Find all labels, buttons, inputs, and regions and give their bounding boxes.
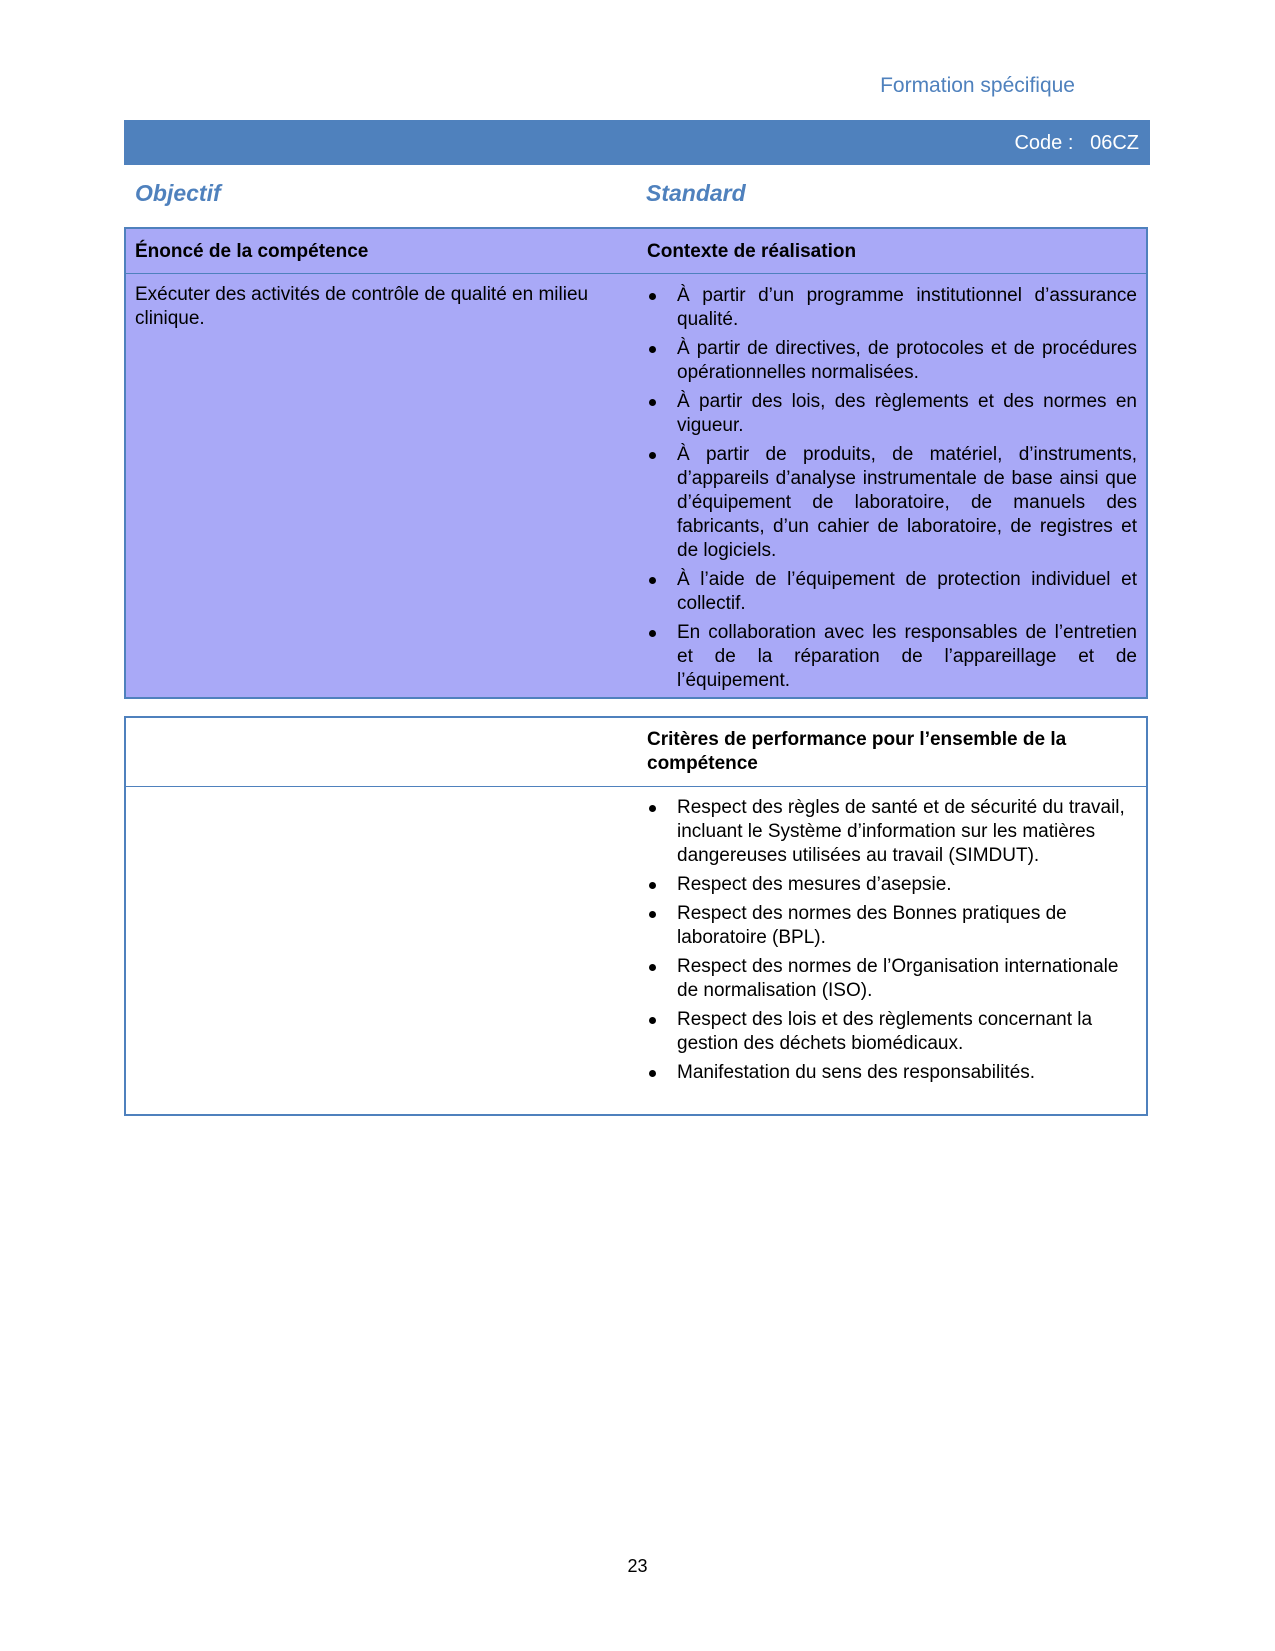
performance-table-header xyxy=(126,718,1146,787)
code-text xyxy=(1014,132,1139,155)
bullet-icon xyxy=(649,882,656,889)
list-item: Respect des normes des Bonnes pratiques de laboratoire (BPL). xyxy=(647,902,1137,950)
bullet-icon xyxy=(649,630,656,637)
context-list xyxy=(647,284,1137,698)
list-item: À l’aide de l’équipement de protection individuel et collectif. xyxy=(647,568,1137,616)
competence-table xyxy=(124,227,1148,699)
list-item: En collaboration avec les responsables de l’entretien et de la réparation de l’appareillage et de l’équipement. xyxy=(647,621,1137,693)
bullet-icon xyxy=(649,1070,656,1077)
context-heading: Contexte de réalisation xyxy=(647,241,857,262)
standard-column-title: Standard xyxy=(646,180,746,206)
list-item: Respect des règles de santé et de sécurité du travail, incluant le Système d’information sur les matières dangereuses utilisées au travail (SIMDUT). xyxy=(647,796,1137,868)
competence-statement-heading: Énoncé de la compétence xyxy=(135,241,369,262)
list-item: À partir d’un programme institutionnel d’assurance qualité. xyxy=(647,284,1137,332)
bullet-icon xyxy=(649,346,656,353)
performance-criteria-heading: Critères de performance pour l’ensemble de la compétence xyxy=(647,729,1067,774)
bullet-icon xyxy=(649,293,656,300)
objective-column-title: Objectif xyxy=(135,180,221,206)
competence-table-header xyxy=(126,229,1146,274)
performance-table xyxy=(124,716,1148,1116)
bullet-icon xyxy=(649,577,656,584)
list-item: Respect des mesures d’asepsie. xyxy=(647,873,1137,897)
bullet-icon xyxy=(649,452,656,459)
code-banner xyxy=(124,120,1150,165)
competence-statement: Exécuter des activités de contrôle de qualité en milieu clinique. xyxy=(135,284,589,329)
bullet-icon xyxy=(649,805,656,812)
page-number: 23 xyxy=(627,1556,648,1576)
list-item: Manifestation du sens des responsabilités. xyxy=(647,1061,1137,1085)
list-item: Respect des lois et des règlements concernant la gestion des déchets biomédicaux. xyxy=(647,1008,1137,1056)
list-item: À partir de directives, de protocoles et de procédures opérationnelles normalisées. xyxy=(647,337,1137,385)
code-value: 06CZ xyxy=(1090,132,1139,154)
bullet-icon xyxy=(649,964,656,971)
bullet-icon xyxy=(649,1017,656,1024)
code-label: Code : xyxy=(1014,132,1074,154)
list-item: Respect des normes de l’Organisation internationale de normalisation (ISO). xyxy=(647,955,1137,1003)
bullet-icon xyxy=(649,399,656,406)
list-item: À partir de produits, de matériel, d’instruments, d’appareils d’analyse instrumentale de base ainsi que d’équipement de laboratoire, de manuels des fabricants, d’un cahier de laboratoire, de registres et de logiciels. xyxy=(647,443,1137,563)
bullet-icon xyxy=(649,911,656,918)
list-item: À partir des lois, des règlements et des normes en vigueur. xyxy=(647,390,1137,438)
running-header-title: Formation spécifique xyxy=(880,74,1075,97)
criteria-list xyxy=(647,796,1137,1090)
